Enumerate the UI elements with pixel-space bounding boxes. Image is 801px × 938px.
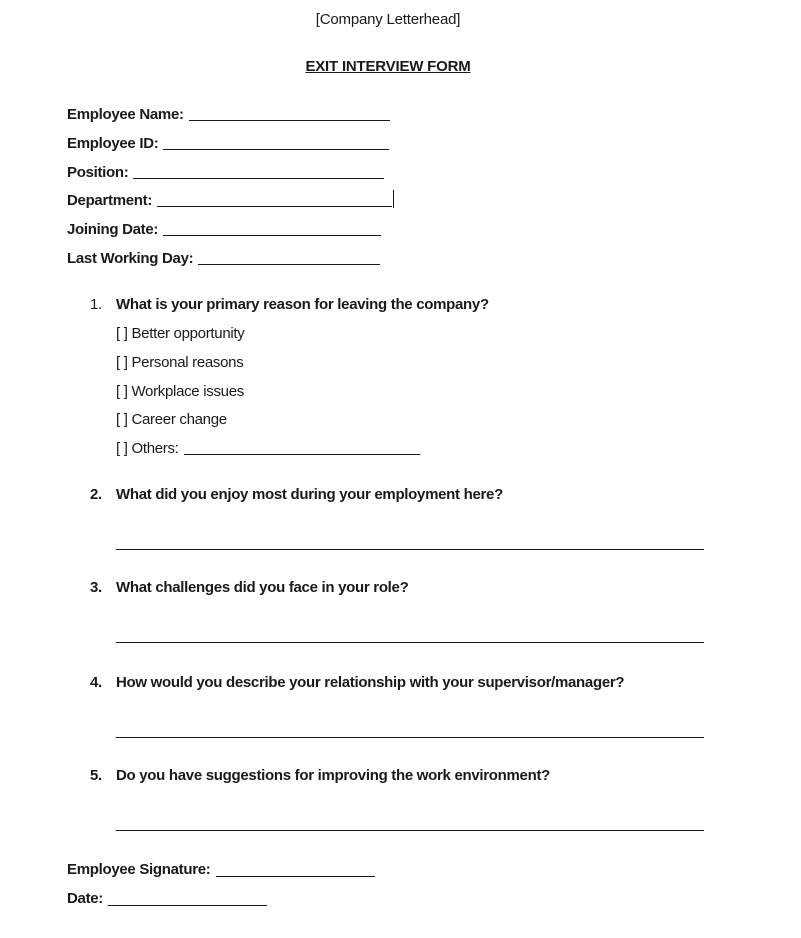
option-label: [ ] Workplace issues [116,382,244,400]
question-5-number: 5. [90,767,102,784]
question-1 [90,296,489,313]
question-1-text: What is your primary reason for leaving the company? [116,296,489,313]
question-1-options [116,324,420,468]
form-title: EXIT INTERVIEW FORM [305,58,471,75]
question-2 [90,486,503,503]
question-4-text: How would you describe your relationship with your supervisor/manager? [116,674,625,691]
employee-name-row [67,105,394,134]
position-field[interactable] [133,163,384,179]
question-4-answer-line[interactable] [116,737,704,738]
date-row [67,890,267,907]
question-5-text: Do you have suggestions for improving the work environment? [116,767,551,784]
date-field[interactable] [108,890,267,906]
department-label: Department: [67,192,153,210]
option-better-opportunity[interactable] [116,324,420,353]
question-3-number: 3. [90,579,102,596]
joining-date-row [67,220,394,249]
option-label: [ ] Career change [116,411,227,429]
option-workplace-issues[interactable] [116,382,420,411]
employee-name-label: Employee Name: [67,106,184,123]
employee-signature-row [67,861,375,878]
last-working-day-label: Last Working Day: [67,249,194,267]
option-career-change[interactable] [116,410,420,439]
question-3 [90,579,408,596]
question-5-answer-line[interactable] [116,830,704,831]
question-4-number: 4. [90,674,102,691]
option-label: [ ] Better opportunity [116,325,245,342]
question-1-number: 1. [90,296,102,313]
employee-id-label: Employee ID: [67,134,159,152]
option-personal-reasons[interactable] [116,353,420,382]
question-2-answer-line[interactable] [116,549,704,550]
question-3-answer-line[interactable] [116,642,704,643]
company-letterhead: [Company Letterhead] [315,11,461,28]
others-field[interactable] [184,439,420,455]
employee-signature-field[interactable] [216,861,375,877]
employee-signature-label: Employee Signature: [67,861,211,878]
employee-id-field[interactable] [163,134,389,150]
last-working-day-field[interactable] [198,249,380,265]
last-working-day-row [67,249,394,278]
question-2-number: 2. [90,486,102,503]
employee-name-field[interactable] [189,105,390,121]
question-5 [90,767,550,784]
question-4 [90,674,624,691]
position-row [67,163,394,192]
department-field[interactable] [157,191,392,207]
date-label: Date: [67,890,104,907]
option-label: [ ] Others: [116,440,179,458]
joining-date-label: Joining Date: [67,221,159,239]
question-3-text: What challenges did you face in your role? [116,579,409,596]
position-label: Position: [67,163,129,181]
department-row [67,191,394,220]
question-2-text: What did you enjoy most during your employment here? [116,486,503,503]
option-label: [ ] Personal reasons [116,353,244,371]
option-others[interactable] [116,439,420,468]
joining-date-field[interactable] [163,220,381,236]
employee-id-row [67,134,394,163]
text-cursor [393,190,394,208]
employee-info-section [67,105,394,278]
